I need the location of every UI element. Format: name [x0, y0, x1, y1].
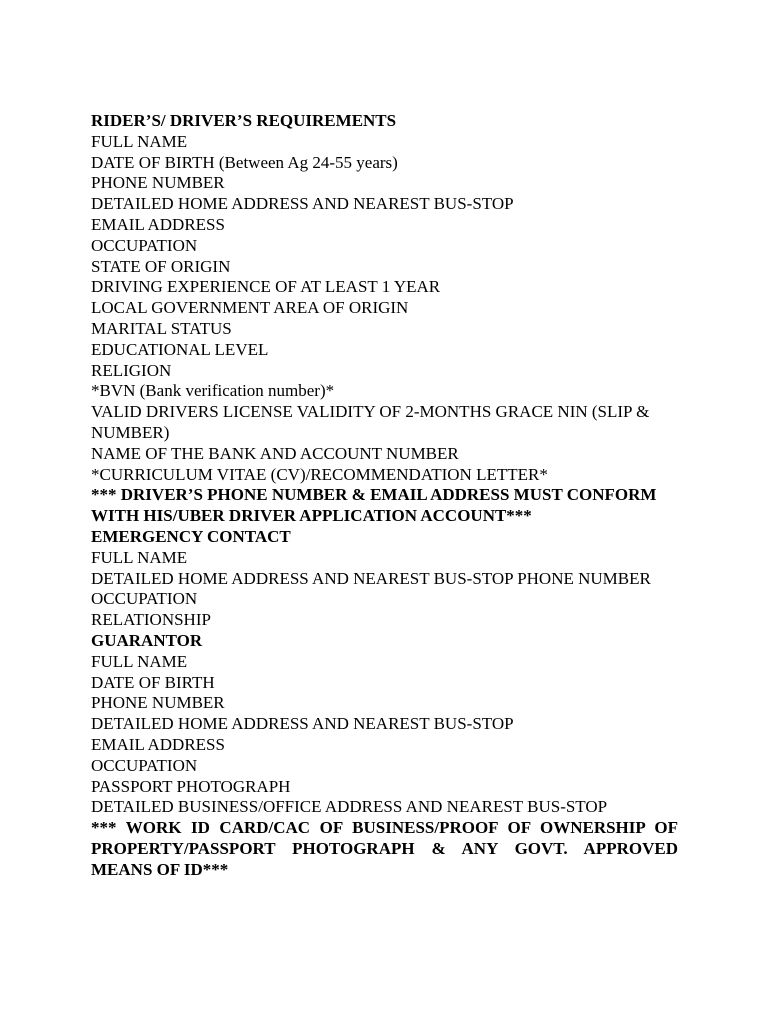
- requirement-educational-level: EDUCATIONAL LEVEL: [91, 339, 269, 359]
- guarantor-home-address: DETAILED HOME ADDRESS AND NEAREST BUS-STOP: [91, 714, 514, 734]
- guarantor-full-name: FULL NAME: [91, 651, 188, 671]
- requirement-lga-of-origin: LOCAL GOVERNMENT AREA OF ORIGIN: [91, 298, 409, 318]
- emergency-occupation: OCCUPATION: [91, 589, 198, 609]
- section-heading-riders-requirements: RIDER’S/ DRIVER’S REQUIREMENTS: [91, 111, 397, 130]
- requirement-full-name: FULL NAME: [91, 131, 188, 151]
- section-note-phone-email-conform: *** DRIVER’S PHONE NUMBER & EMAIL ADDRESS MUST CONFORM WITH HIS/UBER DRIVER APPLICATION ACCOUNT***: [91, 485, 657, 526]
- requirement-bank-account: NAME OF THE BANK AND ACCOUNT NUMBER: [91, 443, 459, 463]
- guarantor-business-address: DETAILED BUSINESS/OFFICE ADDRESS AND NEAREST BUS-STOP: [91, 797, 608, 817]
- emergency-home-address-phone: DETAILED HOME ADDRESS AND NEAREST BUS-STOP PHONE NUMBER: [91, 568, 651, 588]
- requirement-state-of-origin: STATE OF ORIGIN: [91, 256, 231, 276]
- requirement-occupation: OCCUPATION: [91, 235, 198, 255]
- section-heading-guarantor: GUARANTOR: [91, 630, 203, 650]
- requirement-phone-number: PHONE NUMBER: [91, 173, 225, 193]
- requirement-email-address: EMAIL ADDRESS: [91, 214, 225, 234]
- guarantor-email-address: EMAIL ADDRESS: [91, 734, 225, 754]
- emergency-full-name: FULL NAME: [91, 547, 188, 567]
- requirement-home-address: DETAILED HOME ADDRESS AND NEAREST BUS-STOP: [91, 194, 514, 214]
- guarantor-phone-number: PHONE NUMBER: [91, 693, 225, 713]
- requirement-drivers-license: VALID DRIVERS LICENSE VALIDITY OF 2-MONTHS GRACE NIN (SLIP & NUMBER): [91, 402, 650, 442]
- section-note-guarantor-id: *** WORK ID CARD/CAC OF BUSINESS/PROOF OF OWNERSHIP OF PROPERTY/PASSPORT PHOTOGRAPH & ANY GOVT. APPROVED MEANS OF ID***: [91, 818, 678, 879]
- section-heading-emergency-contact: EMERGENCY CONTACT: [91, 526, 291, 546]
- guarantor-passport-photograph: PASSPORT PHOTOGRAPH: [91, 776, 291, 796]
- guarantor-occupation: OCCUPATION: [91, 755, 198, 775]
- document-page: [91, 111, 678, 880]
- requirement-cv-letter: *CURRICULUM VITAE (CV)/RECOMMENDATION LETTER*: [91, 464, 548, 484]
- emergency-relationship: RELATIONSHIP: [91, 610, 211, 630]
- requirement-religion: RELIGION: [91, 360, 172, 380]
- requirement-marital-status: MARITAL STATUS: [91, 318, 232, 338]
- requirement-driving-experience: DRIVING EXPERIENCE OF AT LEAST 1 YEAR: [91, 277, 441, 297]
- guarantor-date-of-birth: DATE OF BIRTH: [91, 672, 215, 692]
- requirement-bvn: *BVN (Bank verification number)*: [91, 381, 335, 401]
- requirement-date-of-birth: DATE OF BIRTH (Between Ag 24-55 years): [91, 152, 398, 172]
